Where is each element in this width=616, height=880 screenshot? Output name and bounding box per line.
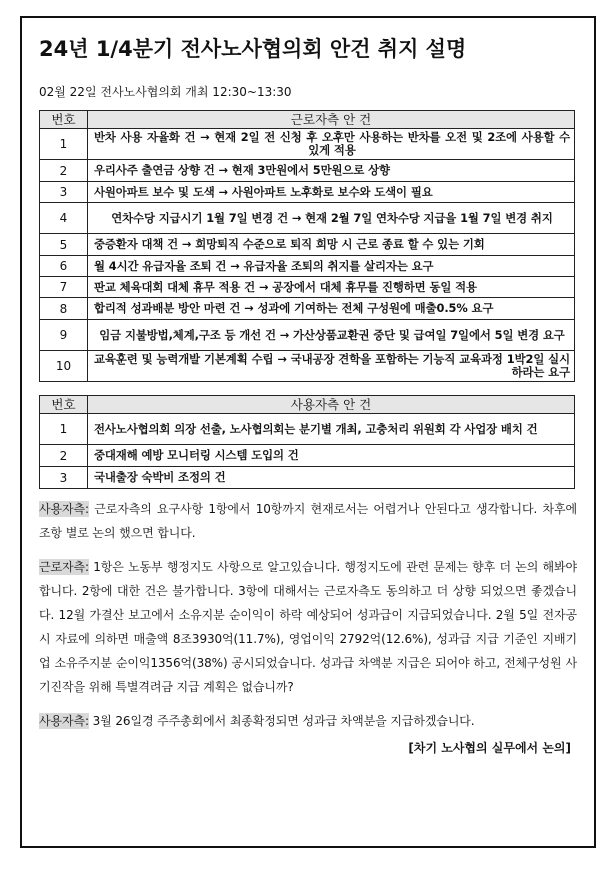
discussion-section bbox=[39, 497, 577, 733]
row-number: 1 bbox=[40, 414, 88, 445]
row-number: 2 bbox=[40, 445, 88, 467]
labor-col-num: 번호 bbox=[40, 111, 88, 129]
table-row bbox=[40, 182, 575, 203]
table-row bbox=[40, 203, 575, 234]
table-row bbox=[40, 351, 575, 382]
row-number: 3 bbox=[40, 467, 88, 489]
agenda-item: 중증환자 대책 건 → 희망퇴직 수준으로 퇴직 희망 시 근로 종료 할 수 있는 기회 bbox=[88, 234, 575, 256]
agenda-item: 반차 사용 자율화 건 → 현재 2일 전 신청 후 오후만 사용하는 반차를 오전 및 2조에 사용할 수 있게 적용 bbox=[88, 129, 575, 160]
agenda-item: 전사노사협의회 의장 선출, 노사협의회는 분기별 개최, 고충처리 위원회 각 사업장 배치 건 bbox=[88, 414, 575, 445]
mgmt-col-num: 번호 bbox=[40, 396, 88, 414]
table-row bbox=[40, 467, 575, 489]
agenda-item: 연차수당 지급시기 1월 7일 변경 건 → 현재 2월 7일 연차수당 지급을 1월 7일 변경 취지 bbox=[88, 203, 575, 234]
row-number: 6 bbox=[40, 256, 88, 277]
agenda-item: 교육훈련 및 능력개발 기본계획 수립 → 국내공장 견학을 포함하는 기능직 교육과정 1박2일 실시하라는 요구 bbox=[88, 351, 575, 382]
labor-col-title: 근로자측 안 건 bbox=[88, 111, 575, 129]
agenda-item: 합리적 성과배분 방안 마련 건 → 성과에 기여하는 전체 구성원에 매출0.5% 요구 bbox=[88, 298, 575, 320]
agenda-item: 판교 체육대회 대체 휴무 적용 건 → 공장에서 대체 휴무를 진행하면 동일 적용 bbox=[88, 277, 575, 298]
discussion-paragraph bbox=[39, 555, 577, 699]
agenda-item: 국내출장 숙박비 조정의 건 bbox=[88, 467, 575, 489]
management-agenda-table bbox=[39, 395, 575, 489]
agenda-item: 우리사주 출연금 상향 건 → 현재 3만원에서 5만원으로 상향 bbox=[88, 160, 575, 182]
row-number: 9 bbox=[40, 320, 88, 351]
speaker-label: 사용자측: bbox=[39, 714, 89, 728]
row-number: 4 bbox=[40, 203, 88, 234]
row-number: 2 bbox=[40, 160, 88, 182]
document-title: 24년 1/4분기 전사노사협의회 안건 취지 설명 bbox=[39, 37, 467, 61]
table-row bbox=[40, 160, 575, 182]
row-number: 8 bbox=[40, 298, 88, 320]
labor-agenda-table bbox=[39, 110, 575, 382]
statement-text: 1항은 노동부 행정지도 사항으로 알고있습니다. 행정지도에 관련 문제는 향후 더 논의 해봐야 합니다. 2항에 대한 건은 불가합니다. 3항에 대해서는 근로자측도 동의하고 더 상향 되었으면 좋겠습니다. 12월 가결산 보고에서 소유지분 순이익이 하락 예상되어 성과급이 지급되었습니다. 2월 5일 전자공시 자료에 의하면 매출액 8조3930억(11.7%), 영업이익 2792억(12.6%), 성과급 지급 기준인 지배기업 소유주지분 순이익1356억(38%) 공시되었습니다. 성과급 차액분 지급은 되어야 하고, 전체구성원 사기진작을 위해 특별격려금 지급 계획은 없습니까? bbox=[39, 560, 577, 694]
table-row bbox=[40, 445, 575, 467]
speaker-label: 근로자측: bbox=[39, 560, 89, 574]
agenda-item: 사원아파트 보수 및 도색 → 사원아파트 노후화로 보수와 도색이 필요 bbox=[88, 182, 575, 203]
table-row bbox=[40, 298, 575, 320]
row-number: 5 bbox=[40, 234, 88, 256]
table-row bbox=[40, 414, 575, 445]
table-row bbox=[40, 256, 575, 277]
table-row bbox=[40, 129, 575, 160]
discussion-paragraph bbox=[39, 497, 577, 545]
speaker-label: 사용자측: bbox=[39, 502, 89, 516]
row-number: 10 bbox=[40, 351, 88, 382]
agenda-item: 월 4시간 유급자율 조퇴 건 → 유급자율 조퇴의 취지를 살리자는 요구 bbox=[88, 256, 575, 277]
mgmt-col-title: 사용자측 안 건 bbox=[88, 396, 575, 414]
row-number: 1 bbox=[40, 129, 88, 160]
agenda-item: 임금 지불방법,체계,구조 등 개선 건 → 가산상품교환권 중단 및 급여일 7일에서 5일 변경 요구 bbox=[88, 320, 575, 351]
statement-text: 3월 26일경 주주총회에서 최종확정되면 성과급 차액분을 지급하겠습니다. bbox=[88, 714, 475, 728]
table-row bbox=[40, 320, 575, 351]
statement-text: 근로자측의 요구사항 1항에서 10항까지 현재로서는 어렵거나 안된다고 생각합니다. 차후에 조항 별로 논의 했으면 합니다. bbox=[39, 502, 577, 540]
document-page bbox=[20, 16, 596, 848]
row-number: 3 bbox=[40, 182, 88, 203]
discussion-paragraph bbox=[39, 709, 577, 733]
meeting-info: 02월 22일 전사노사협의회 개최 12:30~13:30 bbox=[39, 85, 292, 99]
table-row bbox=[40, 234, 575, 256]
closing-note: [차기 노사협의 실무에서 논의] bbox=[408, 741, 571, 755]
agenda-item: 중대재해 예방 모니터링 시스템 도입의 건 bbox=[88, 445, 575, 467]
table-row bbox=[40, 277, 575, 298]
row-number: 7 bbox=[40, 277, 88, 298]
